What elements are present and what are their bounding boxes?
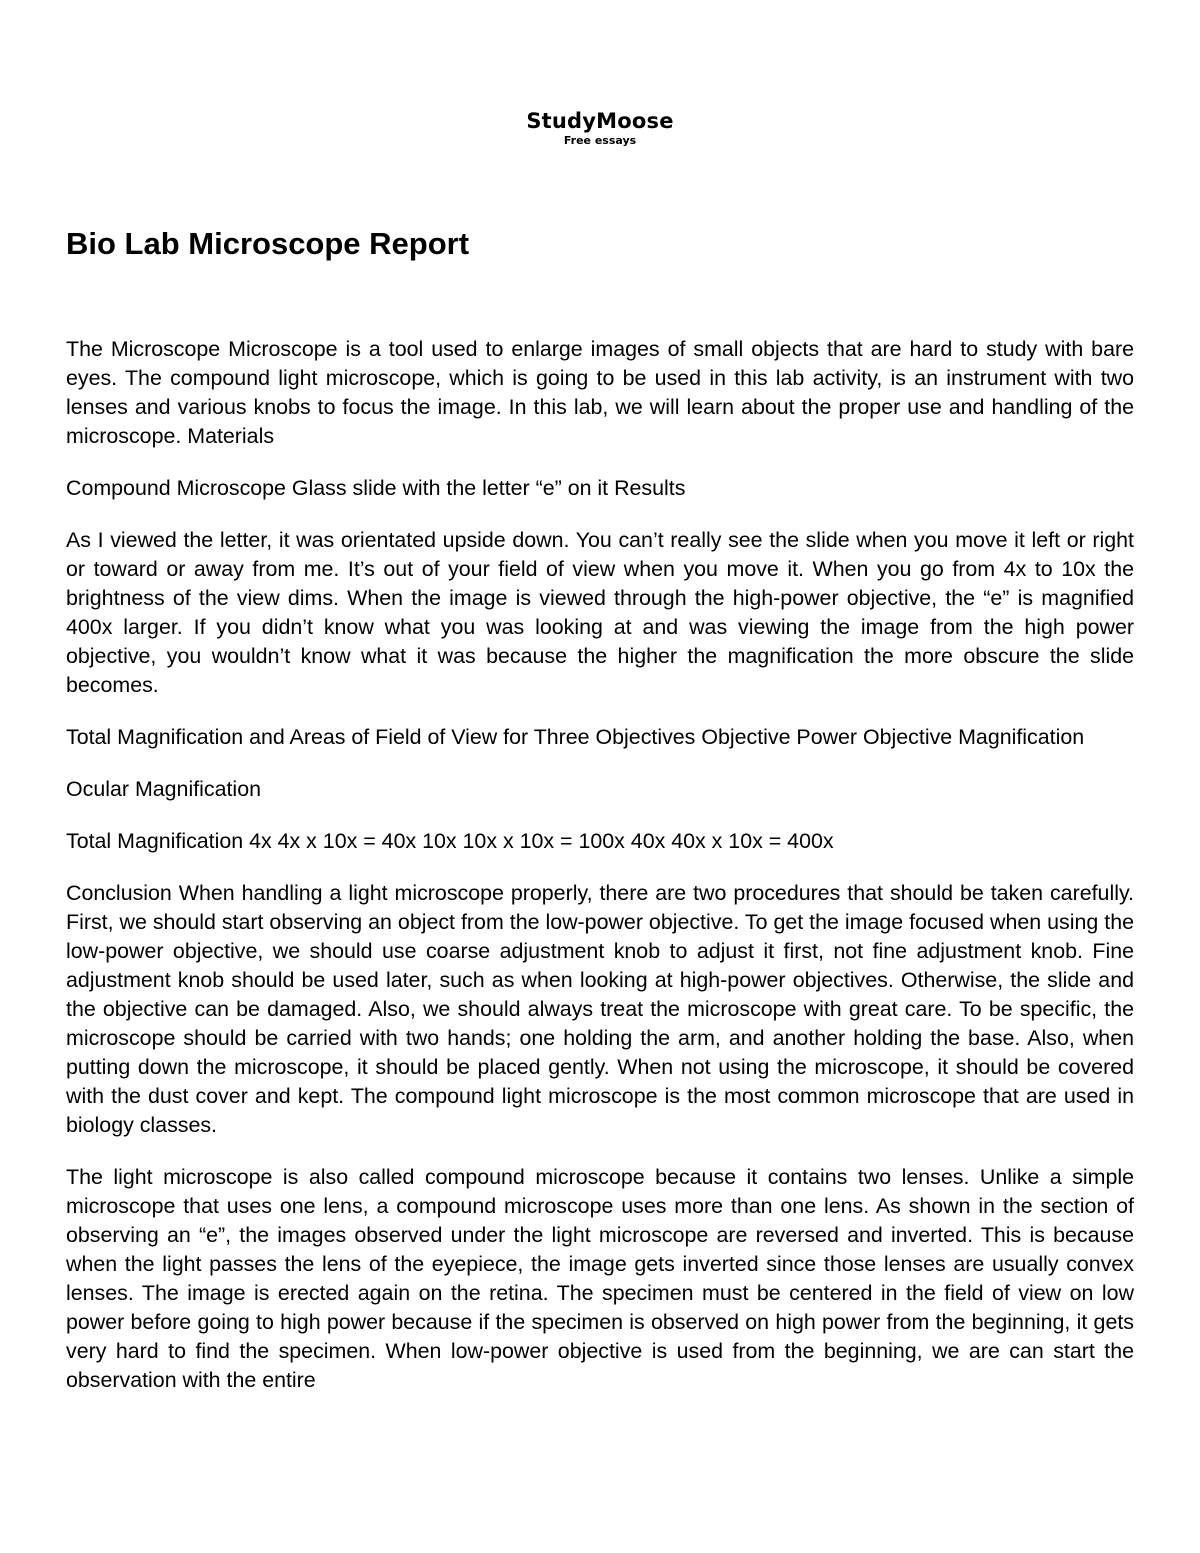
paragraph-conclusion: Conclusion When handling a light microscope properly, there are two procedures that should be taken carefully. First, we should start observing an object from the low-power objective. To get the image focused when using the low-power objective, we should use coarse adjustment knob to adjust it first, not fine adjustment knob. Fine adjustment knob should be used later, such as when looking at high-power objectives. Otherwise, the slide and the objective can be damaged. Also, we should always treat the microscope with great care. To be specific, the microscope should be carried with two hands; one holding the arm, and another holding the base. Also, when putting down the microscope, it should be placed gently. When not using the microscope, it should be covered with the dust cover and kept. The compound light microscope is the most common microscope that are used in biology classes. bbox=[66, 881, 1134, 1137]
document-title: Bio Lab Microscope Report bbox=[66, 226, 470, 261]
brand-header bbox=[0, 108, 1200, 148]
brand-tagline: Free essays bbox=[563, 134, 637, 147]
paragraph-intro: The Microscope Microscope is a tool used to enlarge images of small objects that are hard to study with bare eyes. The compound light microscope, which is going to be used in this lab activity, is an instrument with two lenses and various knobs to focus the image. In this lab, we will learn about the proper use and handling of the microscope. Materials bbox=[66, 337, 1134, 448]
paragraph-ocular: Ocular Magnification bbox=[66, 777, 261, 801]
paragraph-table-title: Total Magnification and Areas of Field of View for Three Objectives Objective Power Objective Magnification bbox=[66, 725, 1085, 749]
paragraph-results: As I viewed the letter, it was orientated upside down. You can’t really see the slide when you move it left or right or toward or away from me. It’s out of your field of view when you move it. When you go from 4x to 10x the brightness of the view dims. When the image is viewed through the high-power objective, the “e” is magnified 400x larger. If you didn’t know what you was looking at and was viewing the image from the high power objective, you wouldn’t know what it was because the higher the magnification the more obscure the slide becomes. bbox=[66, 528, 1134, 697]
document-body bbox=[66, 335, 1134, 1418]
brand-logo: StudyMoose bbox=[526, 109, 674, 133]
paragraph-discussion: The light microscope is also called compound microscope because it contains two lenses. Unlike a simple microscope that uses one lens, a compound microscope uses more than one lens. As shown in the section of observing an “e”, the images observed under the light microscope are reversed and inverted. This is because when the light passes the lens of the eyepiece, the image gets inverted since those lenses are usually convex lenses. The image is erected again on the retina. The specimen must be centered in the field of view on low power before going to high power because if the specimen is observed on high power from the beginning, it gets very hard to find the specimen. When low-power objective is used from the beginning, we are can start the observation with the entire bbox=[66, 1165, 1134, 1392]
paragraph-materials: Compound Microscope Glass slide with the letter “e” on it Results bbox=[66, 476, 686, 500]
paragraph-total-magnification: Total Magnification 4x 4x x 10x = 40x 10x 10x x 10x = 100x 40x 40x x 10x = 400x bbox=[66, 829, 834, 853]
